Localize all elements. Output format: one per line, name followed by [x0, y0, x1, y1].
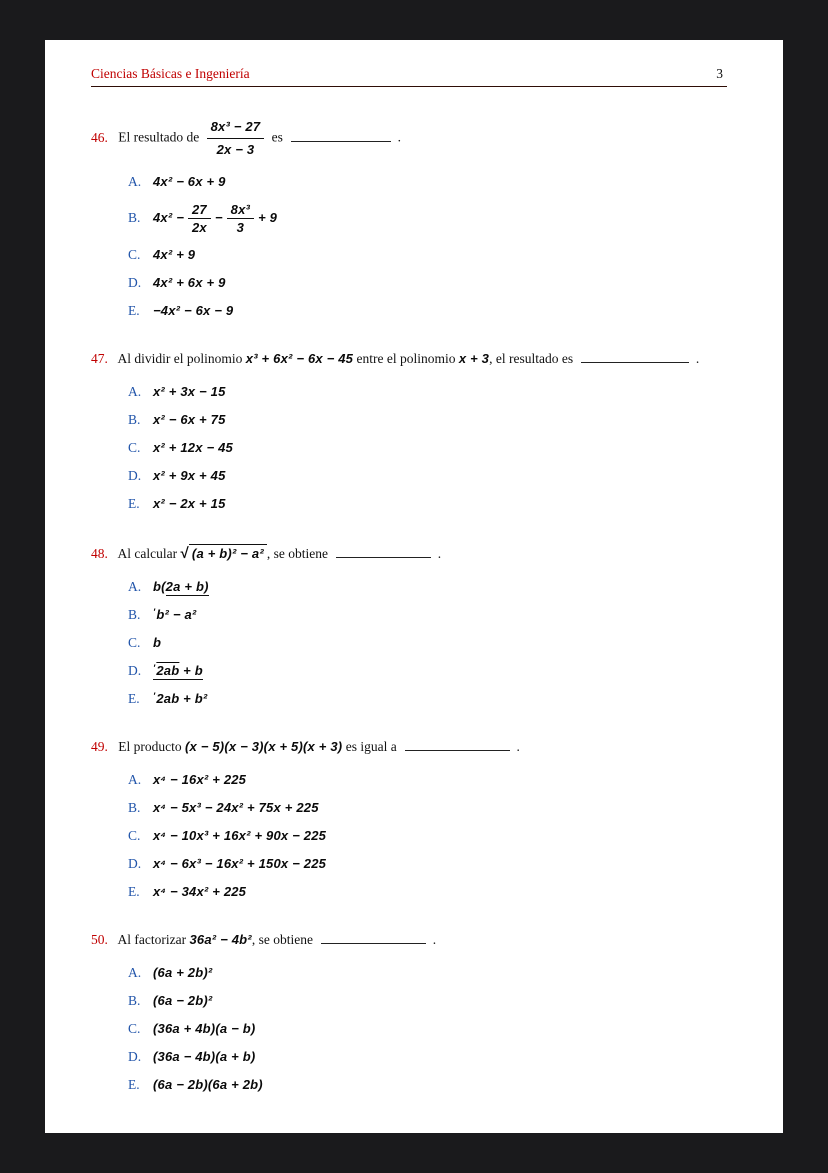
- option-letter: C.: [128, 247, 141, 263]
- option-letter: C.: [128, 1021, 141, 1037]
- option-letter: A.: [128, 579, 142, 595]
- options-list: [128, 579, 727, 707]
- option-text: 4x² + 6x + 9: [153, 275, 226, 291]
- fraction: [188, 202, 211, 235]
- question-number: 46.: [91, 129, 108, 145]
- option-text: ′2ab + b²: [153, 691, 208, 707]
- page-number: 3: [716, 66, 723, 81]
- blank-line: [405, 738, 510, 751]
- question-stem: [91, 737, 727, 758]
- option-letter: D.: [128, 275, 142, 291]
- fraction: [227, 202, 254, 235]
- stem-text: , se obtiene: [266, 546, 328, 562]
- option-text: (6a + 2b)²: [153, 965, 213, 981]
- option-letter: C.: [128, 828, 141, 844]
- option-text: x⁴ − 34x² + 225: [153, 884, 247, 900]
- option-row: [128, 247, 727, 263]
- option-row: [128, 384, 727, 400]
- option-row: [128, 468, 727, 484]
- option-letter: B.: [128, 412, 141, 428]
- option-letter: B.: [128, 607, 141, 623]
- stem-math: x + 3: [458, 351, 490, 367]
- option-row: [128, 856, 727, 872]
- stem-period: .: [516, 739, 520, 755]
- question-stem: [91, 349, 727, 370]
- options-list: [128, 965, 727, 1093]
- option-row: [128, 579, 727, 595]
- option-row: [128, 440, 727, 456]
- question-stem: [91, 542, 727, 565]
- radical-sign: √: [180, 545, 189, 563]
- option-row: [128, 691, 727, 707]
- option-letter: D.: [128, 663, 142, 679]
- blank-line: [336, 545, 431, 558]
- option-row: [128, 993, 727, 1009]
- option-letter: A.: [128, 174, 142, 190]
- stem-period: .: [432, 932, 437, 948]
- header-title: Ciencias Básicas e Ingeniería: [91, 66, 250, 81]
- option-letter: E.: [128, 884, 140, 900]
- radical-tick: ′: [153, 691, 156, 702]
- option-letter: B.: [128, 800, 141, 816]
- question-number: 48.: [91, 546, 108, 562]
- option-row: [128, 1049, 727, 1065]
- option-letter: B.: [128, 993, 141, 1009]
- option-letter: D.: [128, 468, 142, 484]
- fraction-numerator: 27: [192, 202, 207, 218]
- stem-text: es: [271, 129, 283, 145]
- option-row: [128, 202, 727, 235]
- stem-text: Al calcular: [117, 546, 178, 562]
- stem-text: Al dividir el polinomio: [117, 351, 243, 367]
- option-row: [128, 303, 727, 319]
- options-list: [128, 772, 727, 900]
- option-text: ′2ab + b: [153, 663, 203, 679]
- option-text: x⁴ − 10x³ + 16x² + 90x − 225: [153, 828, 327, 844]
- option-row: [128, 275, 727, 291]
- option-text: (36a − 4b)(a + b): [153, 1049, 256, 1065]
- radical-tick: ′: [153, 663, 156, 674]
- stem-text: El resultado de: [118, 129, 200, 145]
- page-header: [91, 66, 727, 87]
- option-letter: C.: [128, 635, 141, 651]
- fraction-denominator: 3: [227, 218, 254, 235]
- question-50: [91, 930, 727, 1093]
- option-text: 4x² − $\frac{27}{2x}$ − $\frac{\text{8x³}}{3}$ + 9: [153, 202, 278, 236]
- option-letter: C.: [128, 440, 141, 456]
- option-row: [128, 800, 727, 816]
- question-46: [91, 117, 727, 319]
- fraction: [207, 117, 265, 160]
- question-47: [91, 349, 727, 512]
- option-row: [128, 635, 727, 651]
- stem-text: , el resultado es: [489, 351, 574, 367]
- option-text: (6a − 2b)²: [153, 993, 213, 1009]
- option-letter: A.: [128, 772, 142, 788]
- option-letter: E.: [128, 691, 140, 707]
- radicand: (a + b)² − a²: [189, 544, 267, 561]
- option-letter: E.: [128, 303, 140, 319]
- option-row: [128, 663, 727, 679]
- option-letter: E.: [128, 1077, 140, 1093]
- blank-line: [581, 350, 689, 363]
- option-row: [128, 607, 727, 623]
- option-text: ′b² − a²: [153, 607, 197, 623]
- document-page: [45, 40, 783, 1133]
- option-letter: E.: [128, 496, 140, 512]
- option-text: b: [153, 635, 162, 651]
- options-list: [128, 174, 727, 319]
- option-text: x² − 2x + 15: [153, 496, 226, 512]
- stem-text: , se obtiene: [251, 932, 313, 948]
- question-number: 49.: [91, 739, 108, 755]
- option-text: (6a − 2b)(6a + 2b): [153, 1077, 263, 1093]
- question-49: [91, 737, 727, 900]
- radical-tick: ′: [153, 607, 156, 618]
- question-number: 50.: [91, 932, 108, 948]
- option-row: [128, 965, 727, 981]
- blank-line: [321, 931, 426, 944]
- option-row: [128, 174, 727, 190]
- option-row: [128, 772, 727, 788]
- fraction-denominator: 2x − 3: [207, 138, 265, 160]
- radical: [180, 546, 266, 561]
- option-text: x⁴ − 6x³ − 16x² + 150x − 225: [153, 856, 327, 872]
- question-48: [91, 542, 727, 707]
- stem-math: 36a² − 4b²: [189, 932, 252, 948]
- option-text: b(2a + b): [153, 579, 209, 595]
- options-list: [128, 384, 727, 512]
- option-text: x² + 12x − 45: [153, 440, 233, 456]
- fraction-numerator: 8x³ − 27: [210, 119, 261, 134]
- option-text: −4x² − 6x − 9: [153, 303, 234, 319]
- option-text: x² + 9x + 45: [153, 468, 226, 484]
- option-text: 4x² + 9: [153, 247, 196, 263]
- question-stem: [91, 930, 727, 951]
- stem-text: entre el polinomio: [356, 351, 456, 367]
- stem-text: Al factorizar: [117, 932, 187, 948]
- stem-math: x³ + 6x² − 6x − 45: [245, 351, 354, 367]
- stem-period: .: [437, 546, 442, 562]
- option-row: [128, 828, 727, 844]
- option-letter: D.: [128, 856, 142, 872]
- stem-math: (x − 5)(x − 3)(x + 5)(x + 3): [185, 739, 343, 755]
- option-row: [128, 412, 727, 428]
- question-stem: [91, 117, 727, 160]
- option-text: x⁴ − 16x² + 225: [153, 772, 247, 788]
- option-letter: A.: [128, 965, 142, 981]
- option-text: (36a + 4b)(a − b): [153, 1021, 256, 1037]
- option-text: x⁴ − 5x³ − 24x² + 75x + 225: [153, 800, 319, 816]
- option-text: x² + 3x − 15: [153, 384, 226, 400]
- option-row: [128, 884, 727, 900]
- option-row: [128, 1077, 727, 1093]
- option-letter: B.: [128, 210, 141, 226]
- option-text: 4x² − 6x + 9: [153, 174, 226, 190]
- stem-period: .: [397, 129, 402, 145]
- stem-text: El producto: [118, 739, 182, 755]
- option-letter: A.: [128, 384, 142, 400]
- stem-period: .: [695, 351, 700, 367]
- question-number: 47.: [91, 351, 108, 367]
- option-text: x² − 6x + 75: [153, 412, 226, 428]
- blank-line: [291, 129, 391, 142]
- option-letter: D.: [128, 1049, 142, 1065]
- stem-text: es igual a: [345, 739, 397, 755]
- fraction-denominator: 2x: [188, 218, 211, 235]
- option-row: [128, 1021, 727, 1037]
- option-row: [128, 496, 727, 512]
- fraction-numerator: 8x³: [230, 202, 251, 218]
